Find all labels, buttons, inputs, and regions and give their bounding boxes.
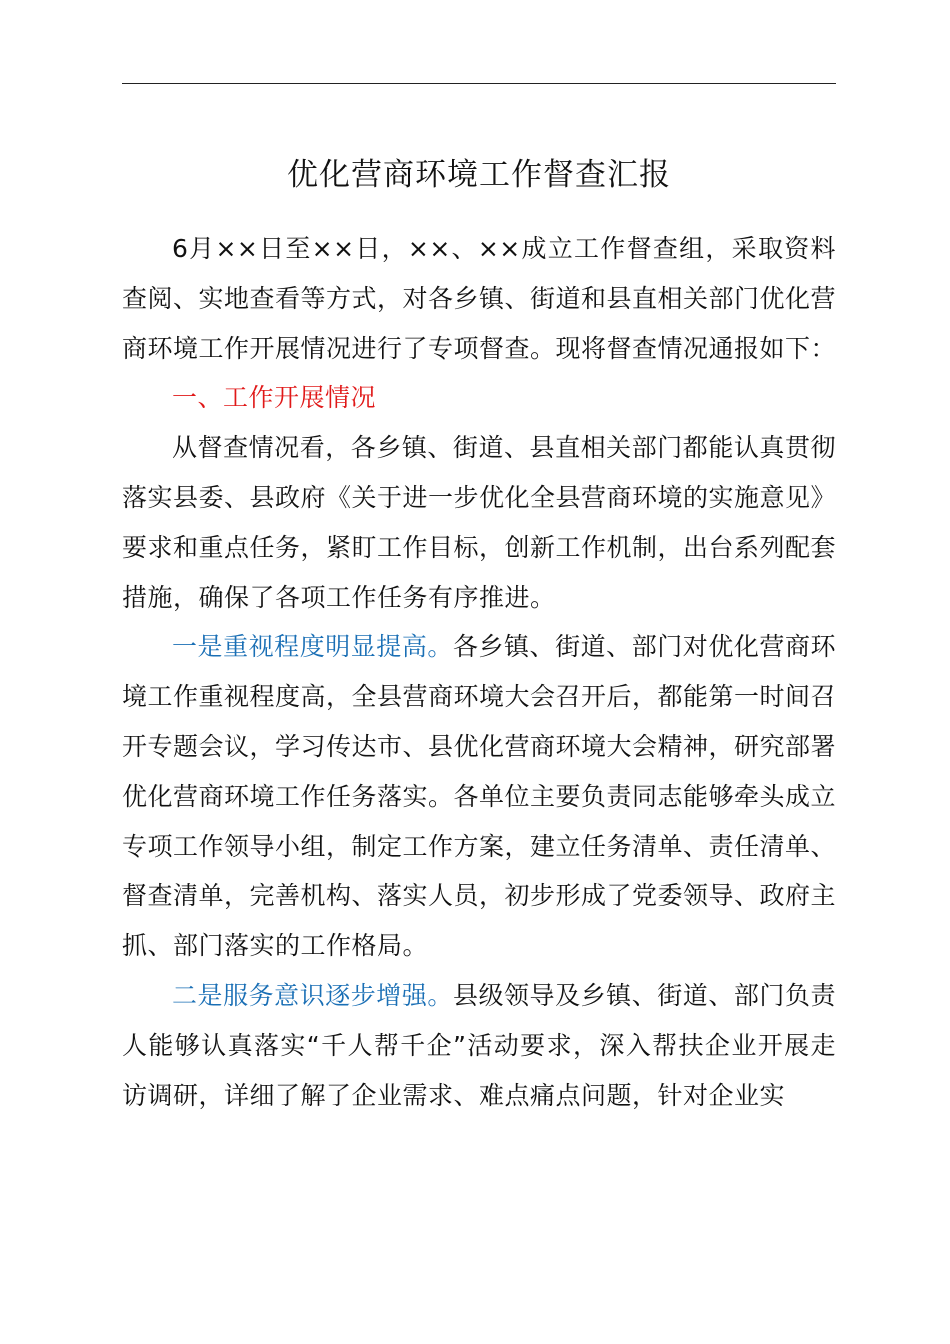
section-paragraph-overview: 从督查情况看，各乡镇、街道、县直相关部门都能认真贯彻落实县委、县政府《关于进一步优化全县营商环境的实施意见》要求和重点任务，紧盯工作目标，创新工作机制，出台系列配套措施，确保了各项工作任务有序推进。 [122,433,837,612]
point-paragraph-1 [122,622,836,971]
document-body [122,224,836,1120]
point-2-text: 县级领导及乡镇、街道、部门负责人能够认真落实“千人帮千企”活动要求，深入帮扶企业开展走访调研，详细了解了企业需求、难点痛点问题，针对企业实 [122,980,836,1110]
section-heading-work-progress: 一、工作开展情况 [172,383,377,413]
intro-paragraph: 6月××日至××日，××、××成立工作督查组，采取资料查阅、实地查看等方式，对各乡镇、街道和县直相关部门优化营商环境工作开展情况进行了专项督查。现将督查情况通报如下： [122,234,837,363]
document-title: 优化营商环境工作督查汇报 [287,157,671,193]
header-rule [122,83,836,84]
point-2-lead: 二是服务意识逐步增强。 [172,980,453,1010]
point-1-text: 各乡镇、街道、部门对优化营商环境工作重视程度高，全县营商环境大会召开后，都能第一时间召开专题会议，学习传达市、县优化营商环境大会精神，研究部署优化营商环境工作任务落实。各单位主要负责同志能够牵头成立专项工作领导小组，制定工作方案，建立任务清单、责任清单、督查清单，完善机构、落实人员，初步形成了党委领导、政府主抓、部门落实的工作格局。 [122,632,837,961]
point-paragraph-2 [122,971,836,1120]
point-1-lead: 一是重视程度明显提高。 [172,632,453,662]
